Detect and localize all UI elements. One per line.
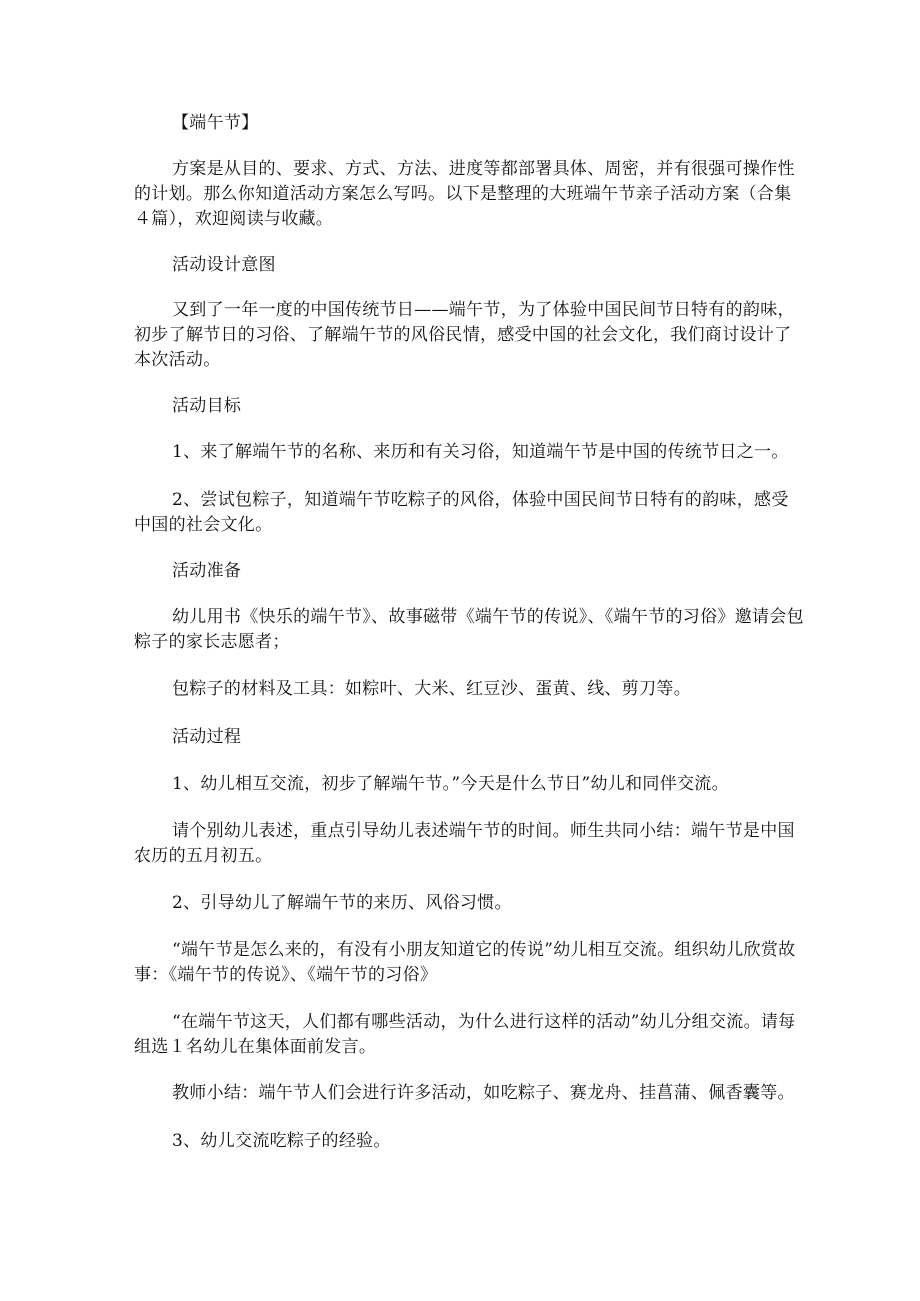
goal-item-2: 2、尝试包粽子，知道端午节吃粽子的风俗，体验中国民间节日特有的韵味，感受中国的社会文化。 [134, 490, 789, 535]
section-heading-design-intent: 活动设计意图 [172, 255, 276, 275]
preparation-paragraph-2: 包粽子的材料及工具：如粽叶、大米、红豆沙、蛋黄、线、剪刀等。 [172, 679, 691, 699]
process-step-3: 3、幼儿交流吃粽子的经验。 [172, 1131, 391, 1151]
process-step-2: 2、引导幼儿了解端午节的来历、风俗习惯。 [172, 893, 512, 913]
process-step-1: 1、幼儿相互交流，初步了解端午节。”今天是什么节日”幼儿和同伴交流。 [172, 774, 729, 794]
goal-item-1: 1、来了解端午节的名称、来历和有关习俗，知道端午节是中国的传统节日之一。 [172, 442, 789, 462]
section-heading-preparation: 活动准备 [172, 561, 242, 581]
process-step-1-detail: 请个别幼儿表述，重点引导幼儿表述端午节的时间。师生共同小结：端午节是中国农历的五月初五。 [134, 821, 795, 866]
preparation-paragraph-1: 幼儿用书《快乐的端午节》、故事磁带《端午节的传说》、《端午节的习俗》邀请会包粽子的家长志愿者； [134, 607, 804, 652]
section-heading-goals: 活动目标 [172, 396, 242, 416]
document-title: 【端午节】 [172, 113, 259, 133]
process-step-2-detail-1: “端午节是怎么来的，有没有小朋友知道它的传说”幼儿相互交流。组织幼儿欣赏故事：《端午节的传说》、《端午节的习俗》 [134, 940, 796, 985]
intro-paragraph: 方案是从目的、要求、方式、方法、进度等都部署具体、周密，并有很强可操作性的计划。那么你知道活动方案怎么写吗。以下是整理的大班端午节亲子活动方案（合集４篇），欢迎阅读与收藏。 [134, 159, 795, 229]
teacher-summary: 教师小结：端午节人们会进行许多活动，如吃粽子、赛龙舟、挂菖蒲、佩香囊等。 [172, 1083, 795, 1103]
section-heading-process: 活动过程 [172, 727, 242, 747]
design-intent-paragraph: 又到了一年一度的中国传统节日——端午节，为了体验中国民间节日特有的韵味，初步了解节日的习俗、了解端午节的风俗民情，感受中国的社会文化，我们商讨设计了本次活动。 [134, 300, 795, 370]
process-step-2-detail-2: “在端午节这天，人们都有哪些活动，为什么进行这样的活动”幼儿分组交流。请每组选１名幼儿在集体面前发言。 [134, 1012, 796, 1057]
